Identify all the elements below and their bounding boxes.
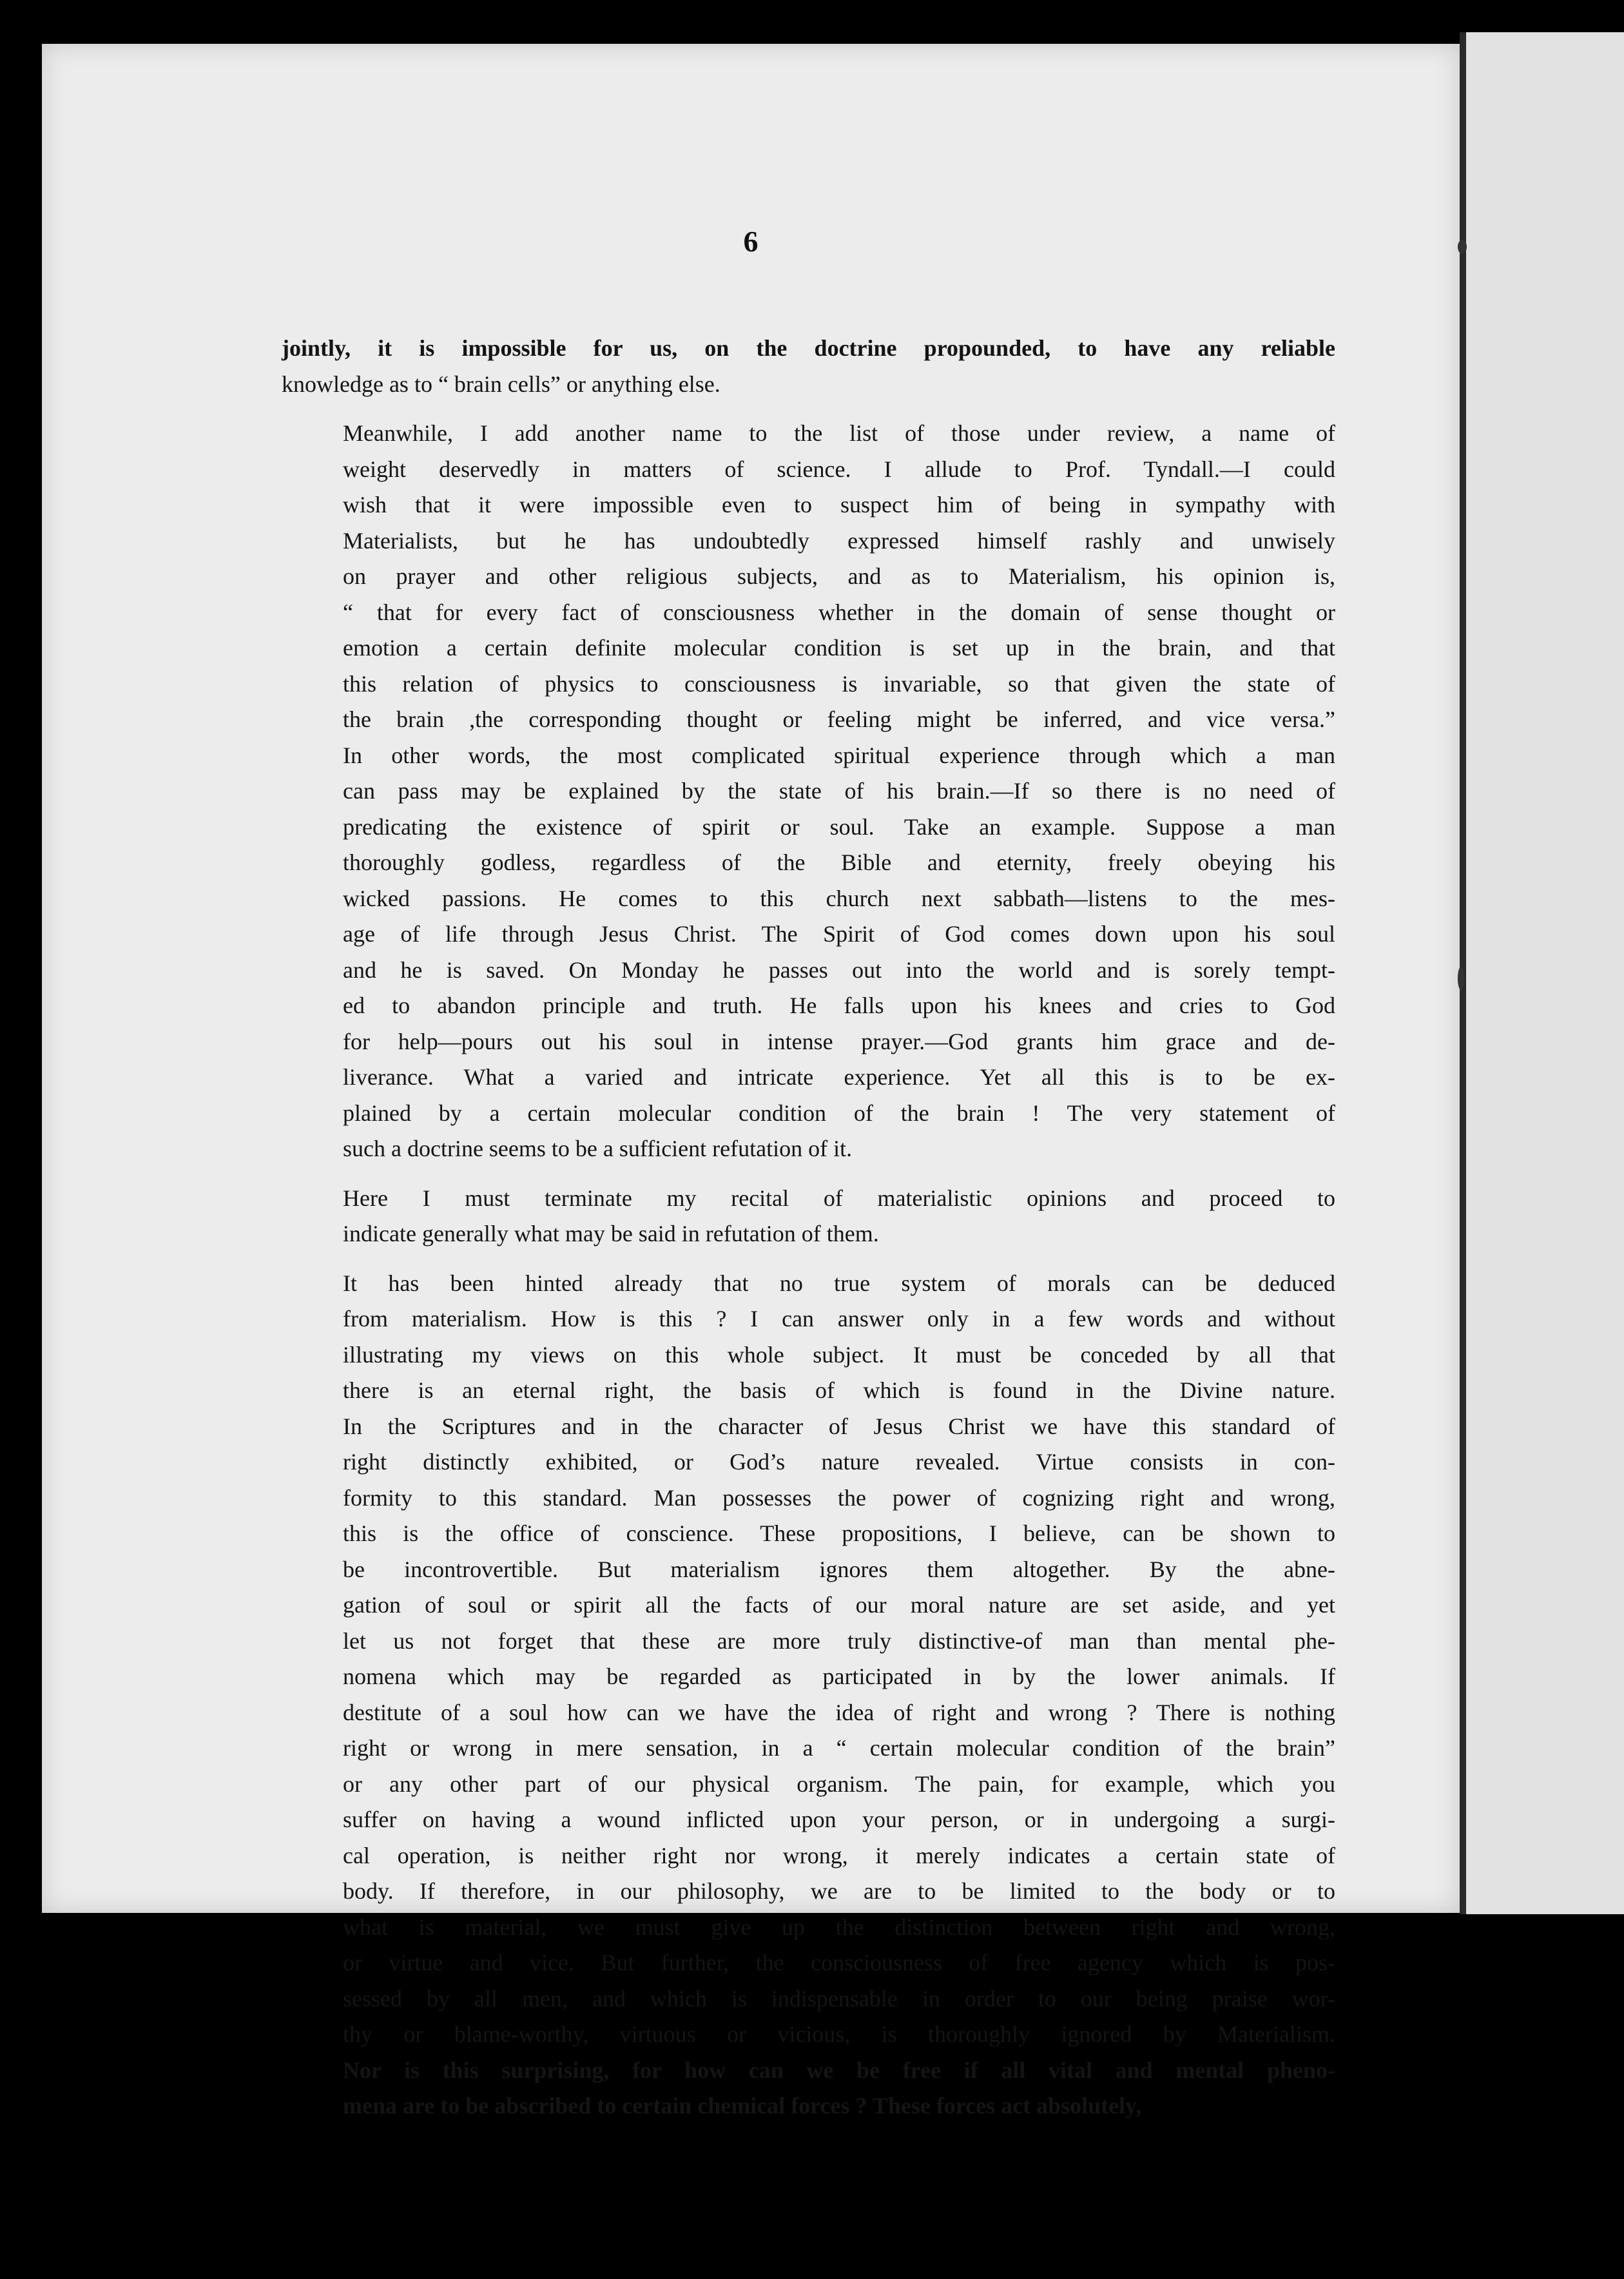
text-line: cal operation, is neither right nor wrong, it merely indicates a certain state of bbox=[343, 1842, 1335, 1868]
text-line: or any other part of our physical organism. The pain, for example, which you bbox=[343, 1770, 1335, 1797]
text-line: and he is saved. On Monday he passes out into the world and is sorely tempt- bbox=[343, 956, 1335, 983]
text-line: on prayer and other religious subjects, and as to Materialism, his opinion is, bbox=[343, 563, 1335, 589]
text-line: thoroughly godless, regardless of the Bible and eternity, freely obeying his bbox=[343, 849, 1335, 875]
text-line: In the Scriptures and in the character of Jesus Christ we have this standard of bbox=[343, 1413, 1335, 1439]
page-number: 6 bbox=[743, 225, 759, 258]
text-line: weight deservedly in matters of science. I allude to Prof. Tyndall.—I could bbox=[343, 456, 1335, 482]
text-line: jointly, it is impossible for us, on the doctrine propounded, to have any reliable bbox=[282, 335, 1335, 361]
text-line: wish that it were impossible even to suspect him of being in sympathy with bbox=[343, 492, 1335, 518]
text-line: suffer on having a wound inflicted upon your person, or in undergoing a surgi- bbox=[343, 1807, 1335, 1832]
text-line: right distinctly exhibited, or God’s nature revealed. Virtue consists in con- bbox=[343, 1449, 1335, 1475]
text-line: from materialism. How is this ? I can answer only in a few words and without bbox=[343, 1306, 1335, 1332]
text-line: liverance. What a varied and intricate experience. Yet all this is to be ex- bbox=[343, 1064, 1335, 1090]
text-line: this is the office of conscience. These propositions, I believe, can be shown to bbox=[343, 1520, 1335, 1546]
ink-speck bbox=[1458, 240, 1467, 254]
text-line: illustrating my views on this whole subject. It must be conceded by all that bbox=[343, 1341, 1335, 1368]
text-line: for help—pours out his soul in intense prayer.—God grants him grace and de- bbox=[343, 1028, 1335, 1054]
adjacent-page-edge bbox=[1460, 32, 1624, 1914]
text-line: formity to this standard. Man possesses the power of cognizing right and wrong, bbox=[343, 1484, 1335, 1511]
text-line: thy or blame-worthy, virtuous or vicious, is thoroughly ignored by Materialism. bbox=[343, 2021, 1335, 2047]
ink-speck bbox=[1458, 967, 1464, 990]
text-line: body. If therefore, in our philosophy, we are to be limited to the body or to bbox=[343, 1878, 1335, 1904]
text-line: Nor is this surprising, for how can we be free if all vital and mental pheno- bbox=[343, 2057, 1335, 2083]
paragraph bbox=[282, 1266, 1335, 2124]
text-line: wicked passions. He comes to this church next sabbath—listens to the mes- bbox=[343, 885, 1335, 911]
text-line: there is an eternal right, the basis of which is found in the Divine nature. bbox=[343, 1377, 1335, 1403]
text-line: plained by a certain molecular condition of the brain ! The very statement of bbox=[343, 1100, 1335, 1126]
text-line: mena are to be abscribed to certain chemical forces ? These forces act absolutely, bbox=[343, 2093, 1142, 2119]
text-line: gation of soul or spirit all the facts of our moral nature are set aside, and yet bbox=[343, 1592, 1335, 1618]
paragraph bbox=[282, 1181, 1335, 1252]
text-line: Materialists, but he has undoubtedly expressed himself rashly and unwisely bbox=[343, 527, 1335, 554]
text-line: can pass may be explained by the state of his brain.—If so there is no need of bbox=[343, 778, 1335, 804]
text-line: age of life through Jesus Christ. The Spirit of God comes down upon his soul bbox=[343, 921, 1335, 947]
paragraph bbox=[282, 331, 1335, 402]
text-line: let us not forget that these are more truly distinctive-of man than mental phe- bbox=[343, 1627, 1335, 1654]
text-line: In other words, the most complicated spiritual experience through which a man bbox=[343, 742, 1335, 768]
document-page bbox=[42, 44, 1460, 2119]
text-line: the brain ,the corresponding thought or feeling might be inferred, and vice versa.” bbox=[343, 706, 1335, 732]
paragraph bbox=[282, 416, 1335, 1167]
text-line: emotion a certain definite molecular condition is set up in the brain, and that bbox=[343, 635, 1335, 661]
text-line: or virtue and vice. But further, the consciousness of free agency which is pos- bbox=[343, 1950, 1335, 1975]
text-line: be incontrovertible. But materialism ignores them altogether. By the abne- bbox=[343, 1556, 1335, 1582]
text-line: right or wrong in mere sensation, in a “ certain molecular condition of the brain” bbox=[343, 1735, 1335, 1761]
text-line: such a doctrine seems to be a sufficient refutation of it. bbox=[343, 1136, 853, 1161]
text-line: sessed by all men, and which is indispensable in order to our being praise wor- bbox=[343, 1985, 1335, 2012]
text-line: ed to abandon principle and truth. He falls upon his knees and cries to God bbox=[343, 993, 1335, 1018]
text-line: nomena which may be regarded as participated in by the lower animals. If bbox=[343, 1663, 1335, 1689]
body-text bbox=[282, 331, 1335, 2138]
text-line: knowledge as to “ brain cells” or anything else. bbox=[282, 371, 720, 397]
text-line: this relation of physics to consciousness is invariable, so that given the state of bbox=[343, 670, 1335, 697]
text-line: predicating the existence of spirit or soul. Take an example. Suppose a man bbox=[343, 813, 1335, 840]
text-line: It has been hinted already that no true system of morals can be deduced bbox=[343, 1270, 1335, 1296]
text-line: Here I must terminate my recital of materialistic opinions and proceed to bbox=[343, 1185, 1335, 1211]
text-line: what is material, we must give up the distinction between right and wrong, bbox=[343, 1914, 1335, 1940]
text-line: “ that for every fact of consciousness whether in the domain of sense thought or bbox=[343, 599, 1335, 625]
text-line: indicate generally what may be said in refutation of them. bbox=[343, 1221, 879, 1246]
text-line: destitute of a soul how can we have the idea of right and wrong ? There is nothing bbox=[343, 1699, 1335, 1725]
text-line: Meanwhile, I add another name to the list of those under review, a name of bbox=[343, 420, 1335, 446]
